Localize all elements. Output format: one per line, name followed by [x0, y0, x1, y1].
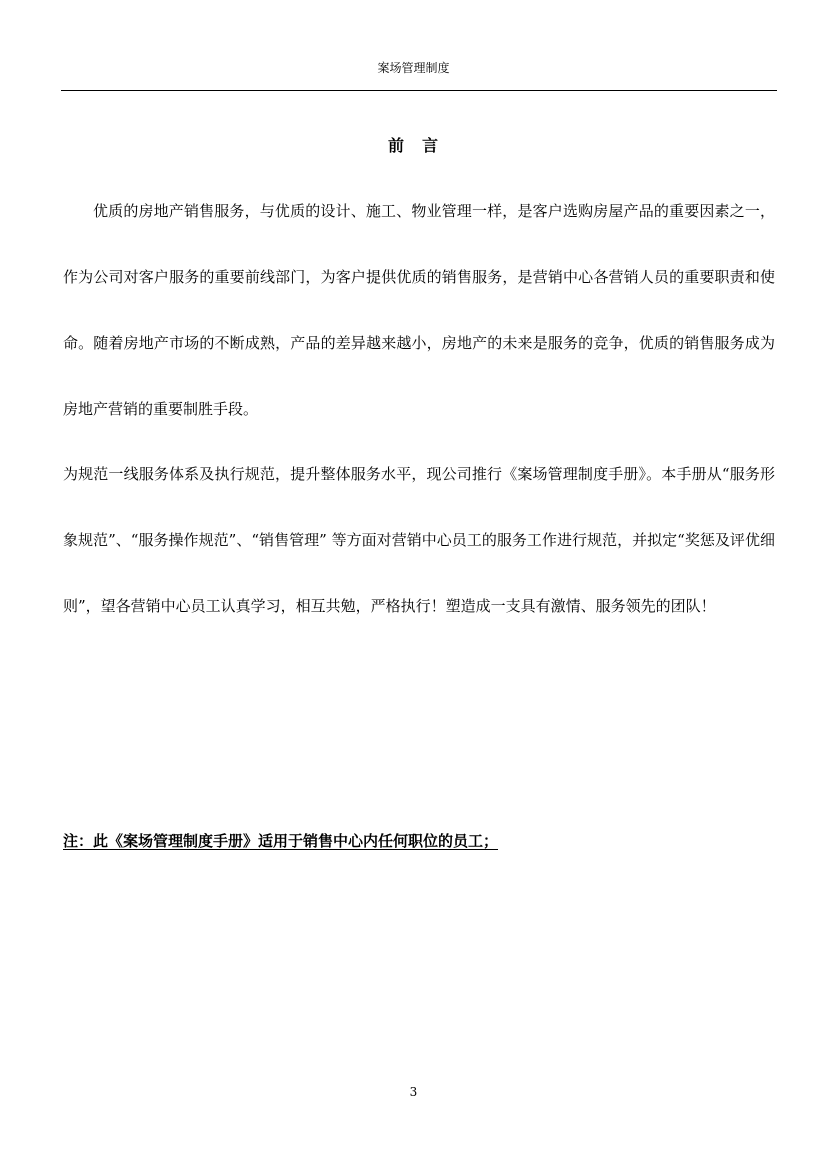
- page-number: 3: [409, 1085, 418, 1099]
- preface-paragraph-2: 为规范一线服务体系及执行规范，提升整体服务水平，现公司推行《案场管理制度手册》。本手册从“服务形象规范”、“服务操作规范”、“销售管理” 等方面对营销中心员工的服务工作进行规范，并拟定“奖惩及评优细则”，望各营销中心员工认真学习，相互共勉，严格执行！塑造成一支具有激情、服务领先的团队！: [63, 465, 775, 615]
- applicability-note: 注：此《案场管理制度手册》适用于销售中心内任何职位的员工；: [63, 832, 499, 850]
- header-divider: [61, 90, 777, 91]
- running-header-title: 案场管理制度: [377, 61, 450, 75]
- page-title: 前 言: [387, 136, 439, 155]
- preface-paragraph-1: 优质的房地产销售服务，与优质的设计、施工、物业管理一样，是客户选购房屋产品的重要因素之一，作为公司对客户服务的重要前线部门，为客户提供优质的销售服务，是营销中心各营销人员的重要职责和使命。随着房地产市场的不断成熟，产品的差异越来越小，房地产的未来是服务的竞争，优质的销售服务成为房地产营销的重要制胜手段。: [63, 202, 775, 418]
